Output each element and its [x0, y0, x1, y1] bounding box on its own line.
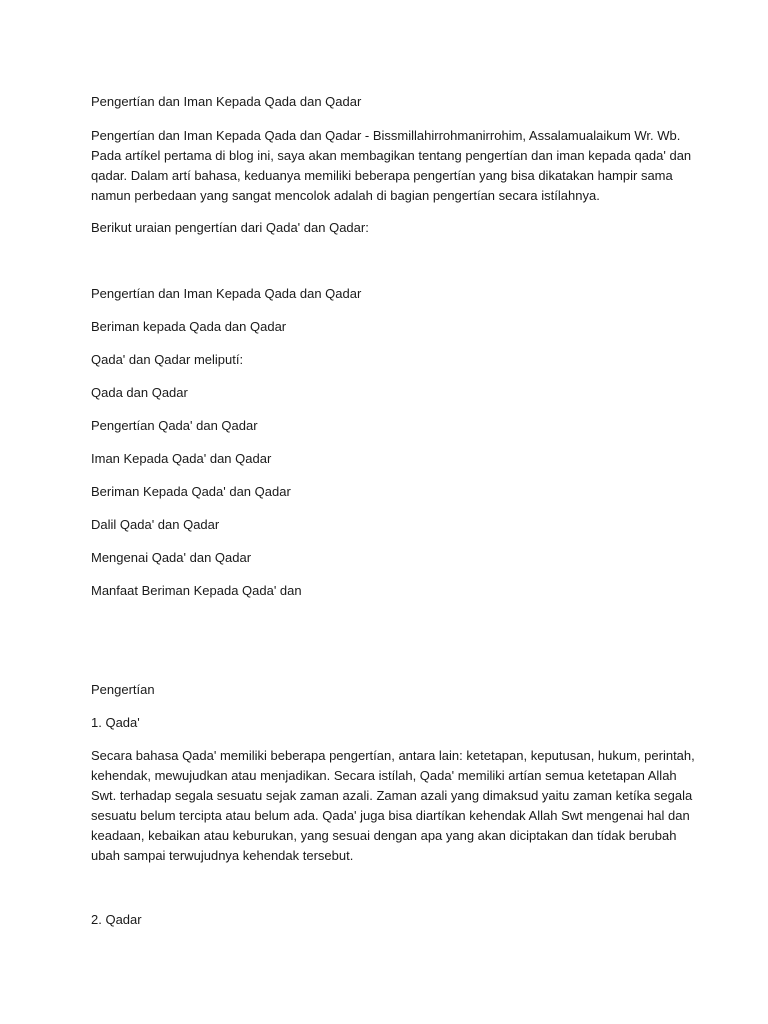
qada-line: sesuatu belum tercipta atau belum ada. Qada' juga bisa diartíkan kehendak Allah Swt mengenai hal dan — [91, 808, 690, 823]
toc-item: Qada dan Qadar — [91, 385, 188, 400]
toc-item: Pengertían Qada' dan Qadar — [91, 418, 258, 433]
toc-item: Pengertían dan Iman Kepada Qada dan Qadar — [91, 286, 362, 301]
qada-heading: 1. Qada' — [91, 715, 140, 730]
intro-line: qadar. Dalam artí bahasa, keduanya memiliki beberapa pengertían yang bisa dikatakan hampir sama — [91, 168, 673, 183]
toc-item: Dalil Qada' dan Qadar — [91, 517, 220, 532]
toc-item: Beriman Kepada Qada' dan Qadar — [91, 484, 291, 499]
lead-sentence: Berikut uraian pengertían dari Qada' dan Qadar: — [91, 220, 369, 235]
qada-line: ubah sampai terwujudnya kehendak tersebut. — [91, 848, 354, 863]
toc-item: Qada' dan Qadar meliputí: — [91, 352, 244, 367]
intro-line: Pengertían dan Iman Kepada Qada dan Qadar - Bissmillahirrohmanirrohim, Assalamualaikum Wr. Wb. — [91, 128, 681, 143]
toc-item: Beriman kepada Qada dan Qadar — [91, 319, 287, 334]
qada-paragraph — [91, 746, 695, 866]
qada-line: Secara bahasa Qada' memiliki beberapa pengertían, antara lain: ketetapan, keputusan, hukum, perintah, — [91, 748, 695, 763]
intro-paragraph — [91, 126, 692, 206]
intro-line: namun perbedaan yang sangat mencolok adalah di bagian pengertían secara istílahnya. — [91, 188, 600, 203]
toc-item: Mengenai Qada' dan Qadar — [91, 550, 252, 565]
qadar-heading: 2. Qadar — [91, 912, 142, 927]
document-title: Pengertían dan Iman Kepada Qada dan Qadar — [91, 94, 362, 109]
qada-line: kehendak, mewujudkan atau menjadikan. Secara istílah, Qada' memiliki artían semua ketetapan Allah — [91, 768, 677, 783]
intro-line: Pada artíkel pertama di blog ini, saya akan membagikan tentang pengertían dan iman kepada qada' dan — [91, 148, 692, 163]
qada-line: keadaan, kebaikan atau keburukan, yang sesuai dengan apa yang akan diciptakan dan tídak berubah — [91, 828, 677, 843]
toc-item: Manfaat Beriman Kepada Qada' dan — [91, 583, 302, 598]
qada-line: Swt. terhadap segala sesuatu sejak zaman azali. Zaman azali yang dimaksud yaitu zaman ketíka segala — [91, 788, 693, 803]
toc-item: Iman Kepada Qada' dan Qadar — [91, 451, 272, 466]
section-heading: Pengertían — [91, 682, 155, 697]
